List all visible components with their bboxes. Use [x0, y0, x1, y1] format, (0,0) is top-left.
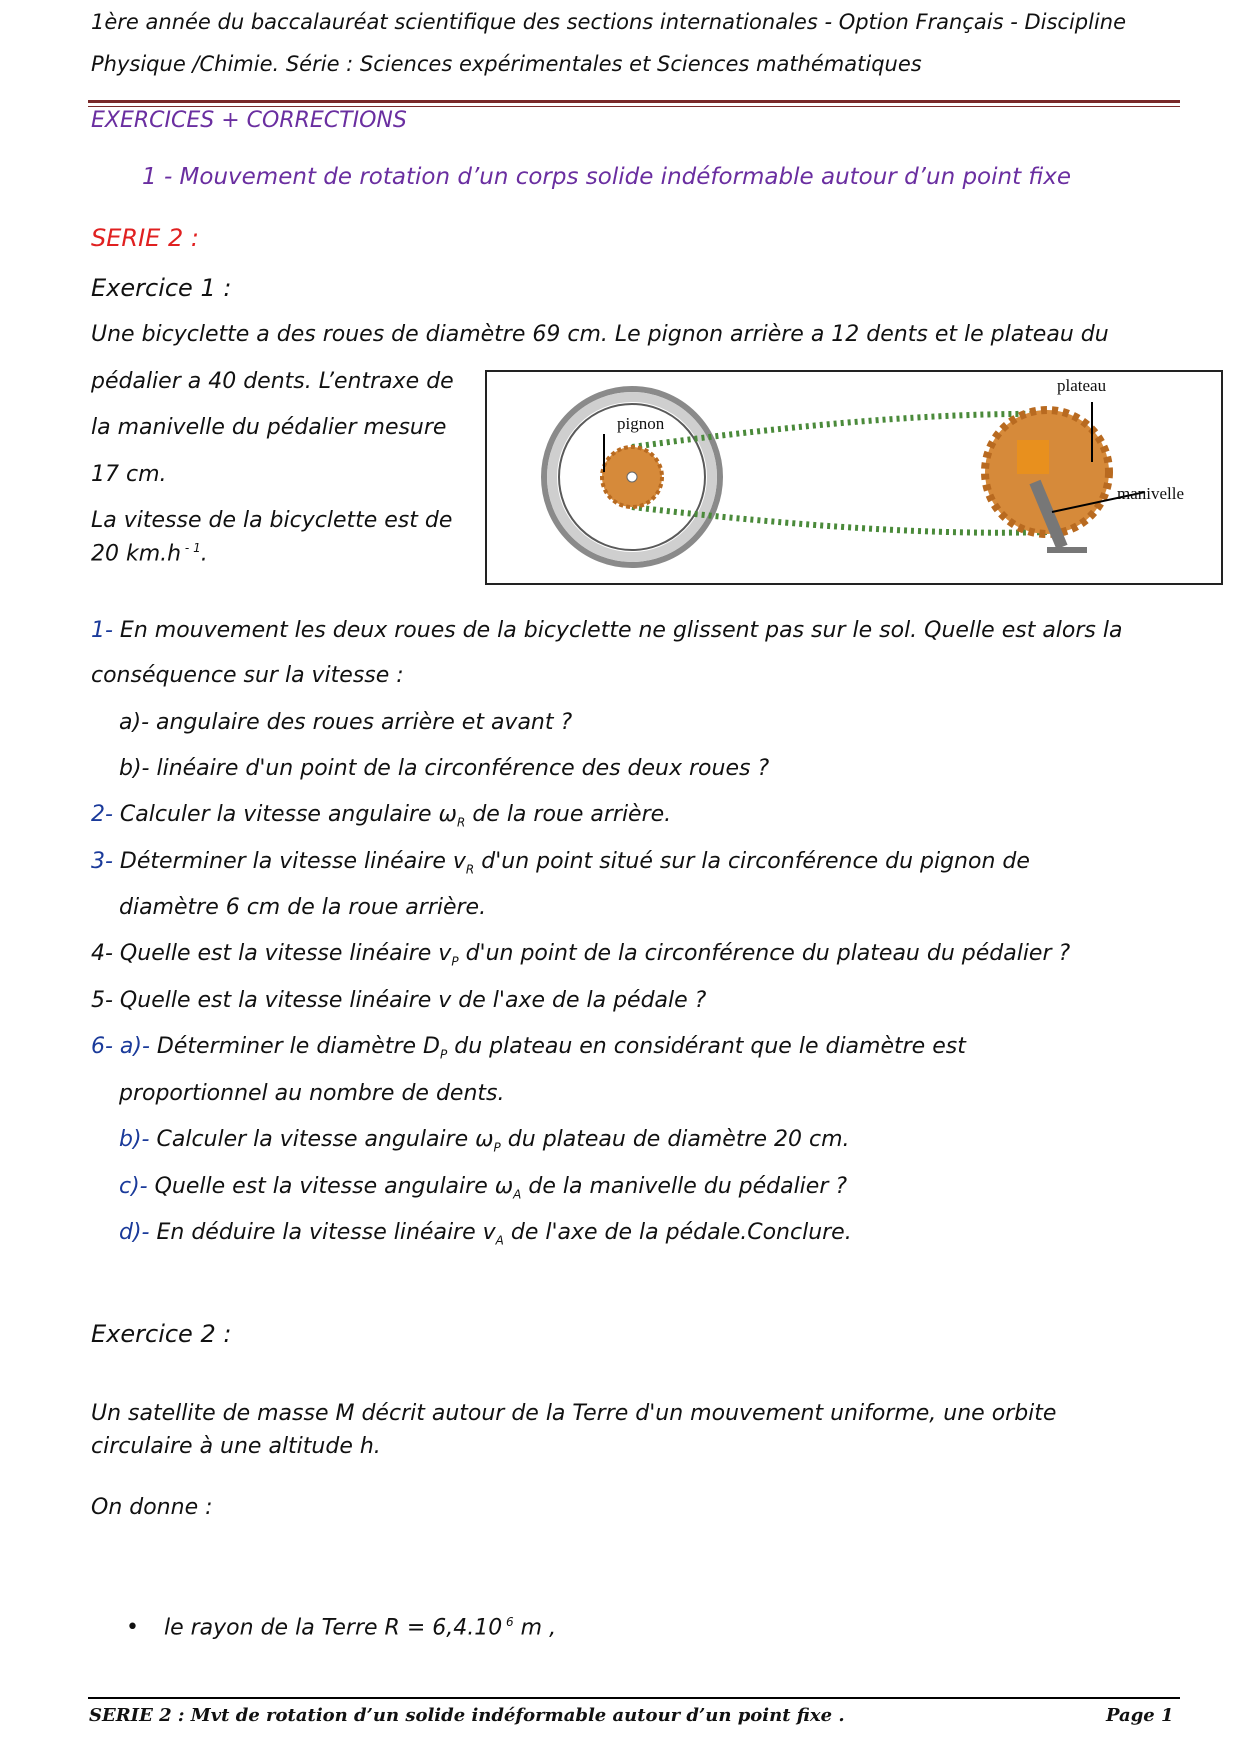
label-pignon: pignon [617, 414, 665, 433]
ex2-given: On donne : [91, 1495, 213, 1520]
header-line-2: Physique /Chimie. Série : Sciences expérimentales et Sciences mathématiques [91, 52, 922, 76]
q1a: a)- angulaire des roues arrière et avant ? [119, 710, 573, 735]
chapter-title: 1 - Mouvement de rotation d’un corps solide indéformable autour d’un point fixe [142, 164, 1072, 190]
header-rule-thin [88, 106, 1180, 107]
ex1-intro-line-4: 17 cm. [91, 462, 167, 487]
q1-line-1: 1- En mouvement les deux roues de la bicyclette ne glissent pas sur le sol. Quelle est alors la [91, 618, 1123, 643]
q6d: d)- En déduire la vitesse linéaire $v_A$ de l'axe de la pédale.Conclure. [119, 1220, 852, 1248]
ex2-bullet-1: le rayon de la Terre R = 6,4.10 $^6$ m , [164, 1615, 557, 1641]
ex2-line-1: Un satellite de masse M décrit autour de la Terre d'un mouvement uniforme, une orbite [91, 1401, 1057, 1426]
drivetrain-diagram [487, 372, 1221, 583]
q3-line-1: 3- Déterminer la vitesse linéaire $v_R$ d'un point situé sur la circonférence du pignon de [91, 849, 1030, 877]
plateau-plate [1017, 440, 1049, 474]
q5: 5- Quelle est la vitesse linéaire v de l'axe de la pédale ? [91, 988, 707, 1013]
q2: 2- Calculer la vitesse angulaire $\omega_R$ de la roue arrière. [91, 802, 672, 830]
q6a-line-2: proportionnel au nombre de dents. [119, 1081, 505, 1106]
q6a-line-1: 6- a)- Déterminer le diamètre $D_P$ du plateau en considérant que le diamètre est [91, 1034, 966, 1062]
ex1-intro-line-5: La vitesse de la bicyclette est de [91, 508, 453, 533]
footer-rule [88, 1697, 1180, 1699]
bicycle-drivetrain-figure [485, 370, 1223, 585]
exercise-2-title: Exercice 2 : [91, 1320, 232, 1348]
exercise-1-title: Exercice 1 : [91, 274, 232, 302]
q4: 4- Quelle est la vitesse linéaire $v_P$ d'un point de la circonférence du plateau du pédalier ? [91, 941, 1071, 969]
ex1-intro-line-6: 20 km.h $^{- 1}$. [91, 541, 208, 567]
serie-title: SERIE 2 : [91, 224, 199, 252]
q6c: c)- Quelle est la vitesse angulaire $\omega_A$ de la manivelle du pédalier ? [119, 1174, 848, 1202]
q6b: b)- Calculer la vitesse angulaire $\omega_P$ du plateau de diamètre 20 cm. [119, 1127, 850, 1155]
label-plateau: plateau [1057, 376, 1107, 395]
footer-title: SERIE 2 : Mvt de rotation d’un solide indéformable autour d’un point fixe . [89, 1705, 845, 1726]
label-manivelle: manivelle [1117, 484, 1185, 503]
ex2-bullet-dot: • [126, 1615, 139, 1640]
q3-line-2: diamètre 6 cm de la roue arrière. [119, 895, 487, 920]
header-line-1: 1ère année du baccalauréat scientifique des sections internationales - Option Français - Discipline [91, 10, 1127, 34]
pignon-hub [627, 472, 637, 482]
ex2-line-2: circulaire à une altitude h. [91, 1434, 381, 1459]
footer-page-number: Page 1 [1106, 1705, 1174, 1726]
ex1-intro-line-1: Une bicyclette a des roues de diamètre 69 cm. Le pignon arrière a 12 dents et le plateau du [91, 322, 1109, 347]
section-label: EXERCICES + CORRECTIONS [91, 108, 407, 133]
q1-line-2: conséquence sur la vitesse : [91, 663, 404, 688]
header-rule-thick [88, 100, 1180, 103]
q1b: b)- linéaire d'un point de la circonférence des deux roues ? [119, 756, 770, 781]
ex1-intro-line-2: pédalier a 40 dents. L’entraxe de [91, 369, 454, 394]
ex1-intro-line-3: la manivelle du pédalier mesure [91, 415, 447, 440]
